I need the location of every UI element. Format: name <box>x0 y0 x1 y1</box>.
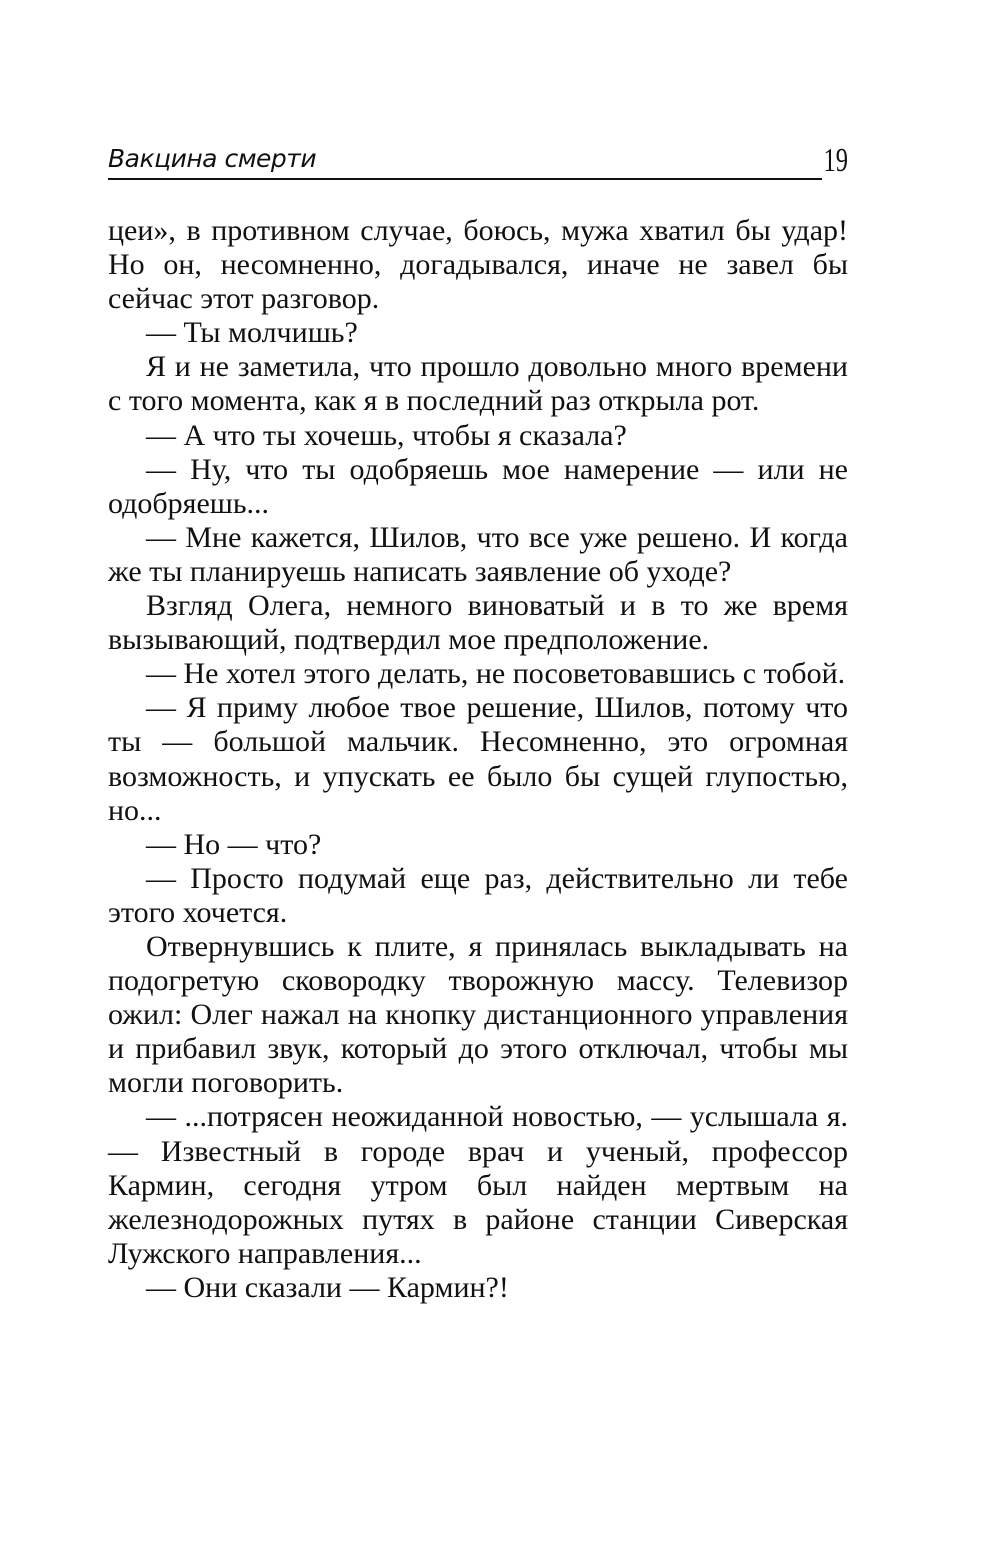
paragraph: — Ну, что ты одобряешь мое намерение — или не одобряешь... <box>108 452 848 520</box>
paragraph: — Не хотел этого делать, не посоветовавшись с тобой. <box>146 657 846 691</box>
paragraph: цеи», в противном случае, боюсь, мужа хватил бы удар! Но он, несомненно, догадывался, иначе не завел бы сейчас этот разговор. <box>108 214 848 316</box>
text-body <box>108 214 848 1305</box>
paragraph: Отвернувшись к плите, я принялась выкладывать на подогретую сковородку творожную массу. Телевизор ожил: Олег нажал на кнопку дистанционного управления и прибавил звук, который до этого отключал, чтобы мы могли поговорить. <box>108 929 848 1100</box>
header-rule <box>108 178 822 180</box>
paragraph: — ...потрясен неожиданной новостью, — услышала я. — Известный в городе врач и ученый, профессор Кармин, сегодня утром был найден мертвым на железнодорожных путях в районе станции Сиверская Лужского направления... <box>108 1100 848 1270</box>
paragraph: — Я приму любое твое решение, Шилов, потому что ты — большой мальчик. Несомненно, это огромная возможность, и упускать ее было бы сущей глупостью, но... <box>108 691 848 827</box>
paragraph: Взгляд Олега, немного виноватый и в то же время вызывающий, подтвердил мое предположение. <box>108 589 848 657</box>
paragraph: — А что ты хочешь, чтобы я сказала? <box>146 418 627 452</box>
paragraph: — Они сказали — Кармин?! <box>146 1270 509 1304</box>
paragraph: — Но — что? <box>146 827 322 861</box>
paragraph: — Просто подумай еще раз, действительно ли тебе этого хочется. <box>108 861 848 929</box>
running-title: Вакцина смерти <box>108 144 317 173</box>
paragraph: Я и не заметила, что прошло довольно много времени с того момента, как я в последний раз открыла рот. <box>108 350 848 418</box>
paragraph: — Мне кажется, Шилов, что все уже решено. И когда же ты планируешь написать заявление об уходе? <box>108 520 848 588</box>
paragraph: — Ты молчишь? <box>146 316 358 350</box>
page-header <box>108 138 848 188</box>
page-number: 19 <box>823 142 848 179</box>
